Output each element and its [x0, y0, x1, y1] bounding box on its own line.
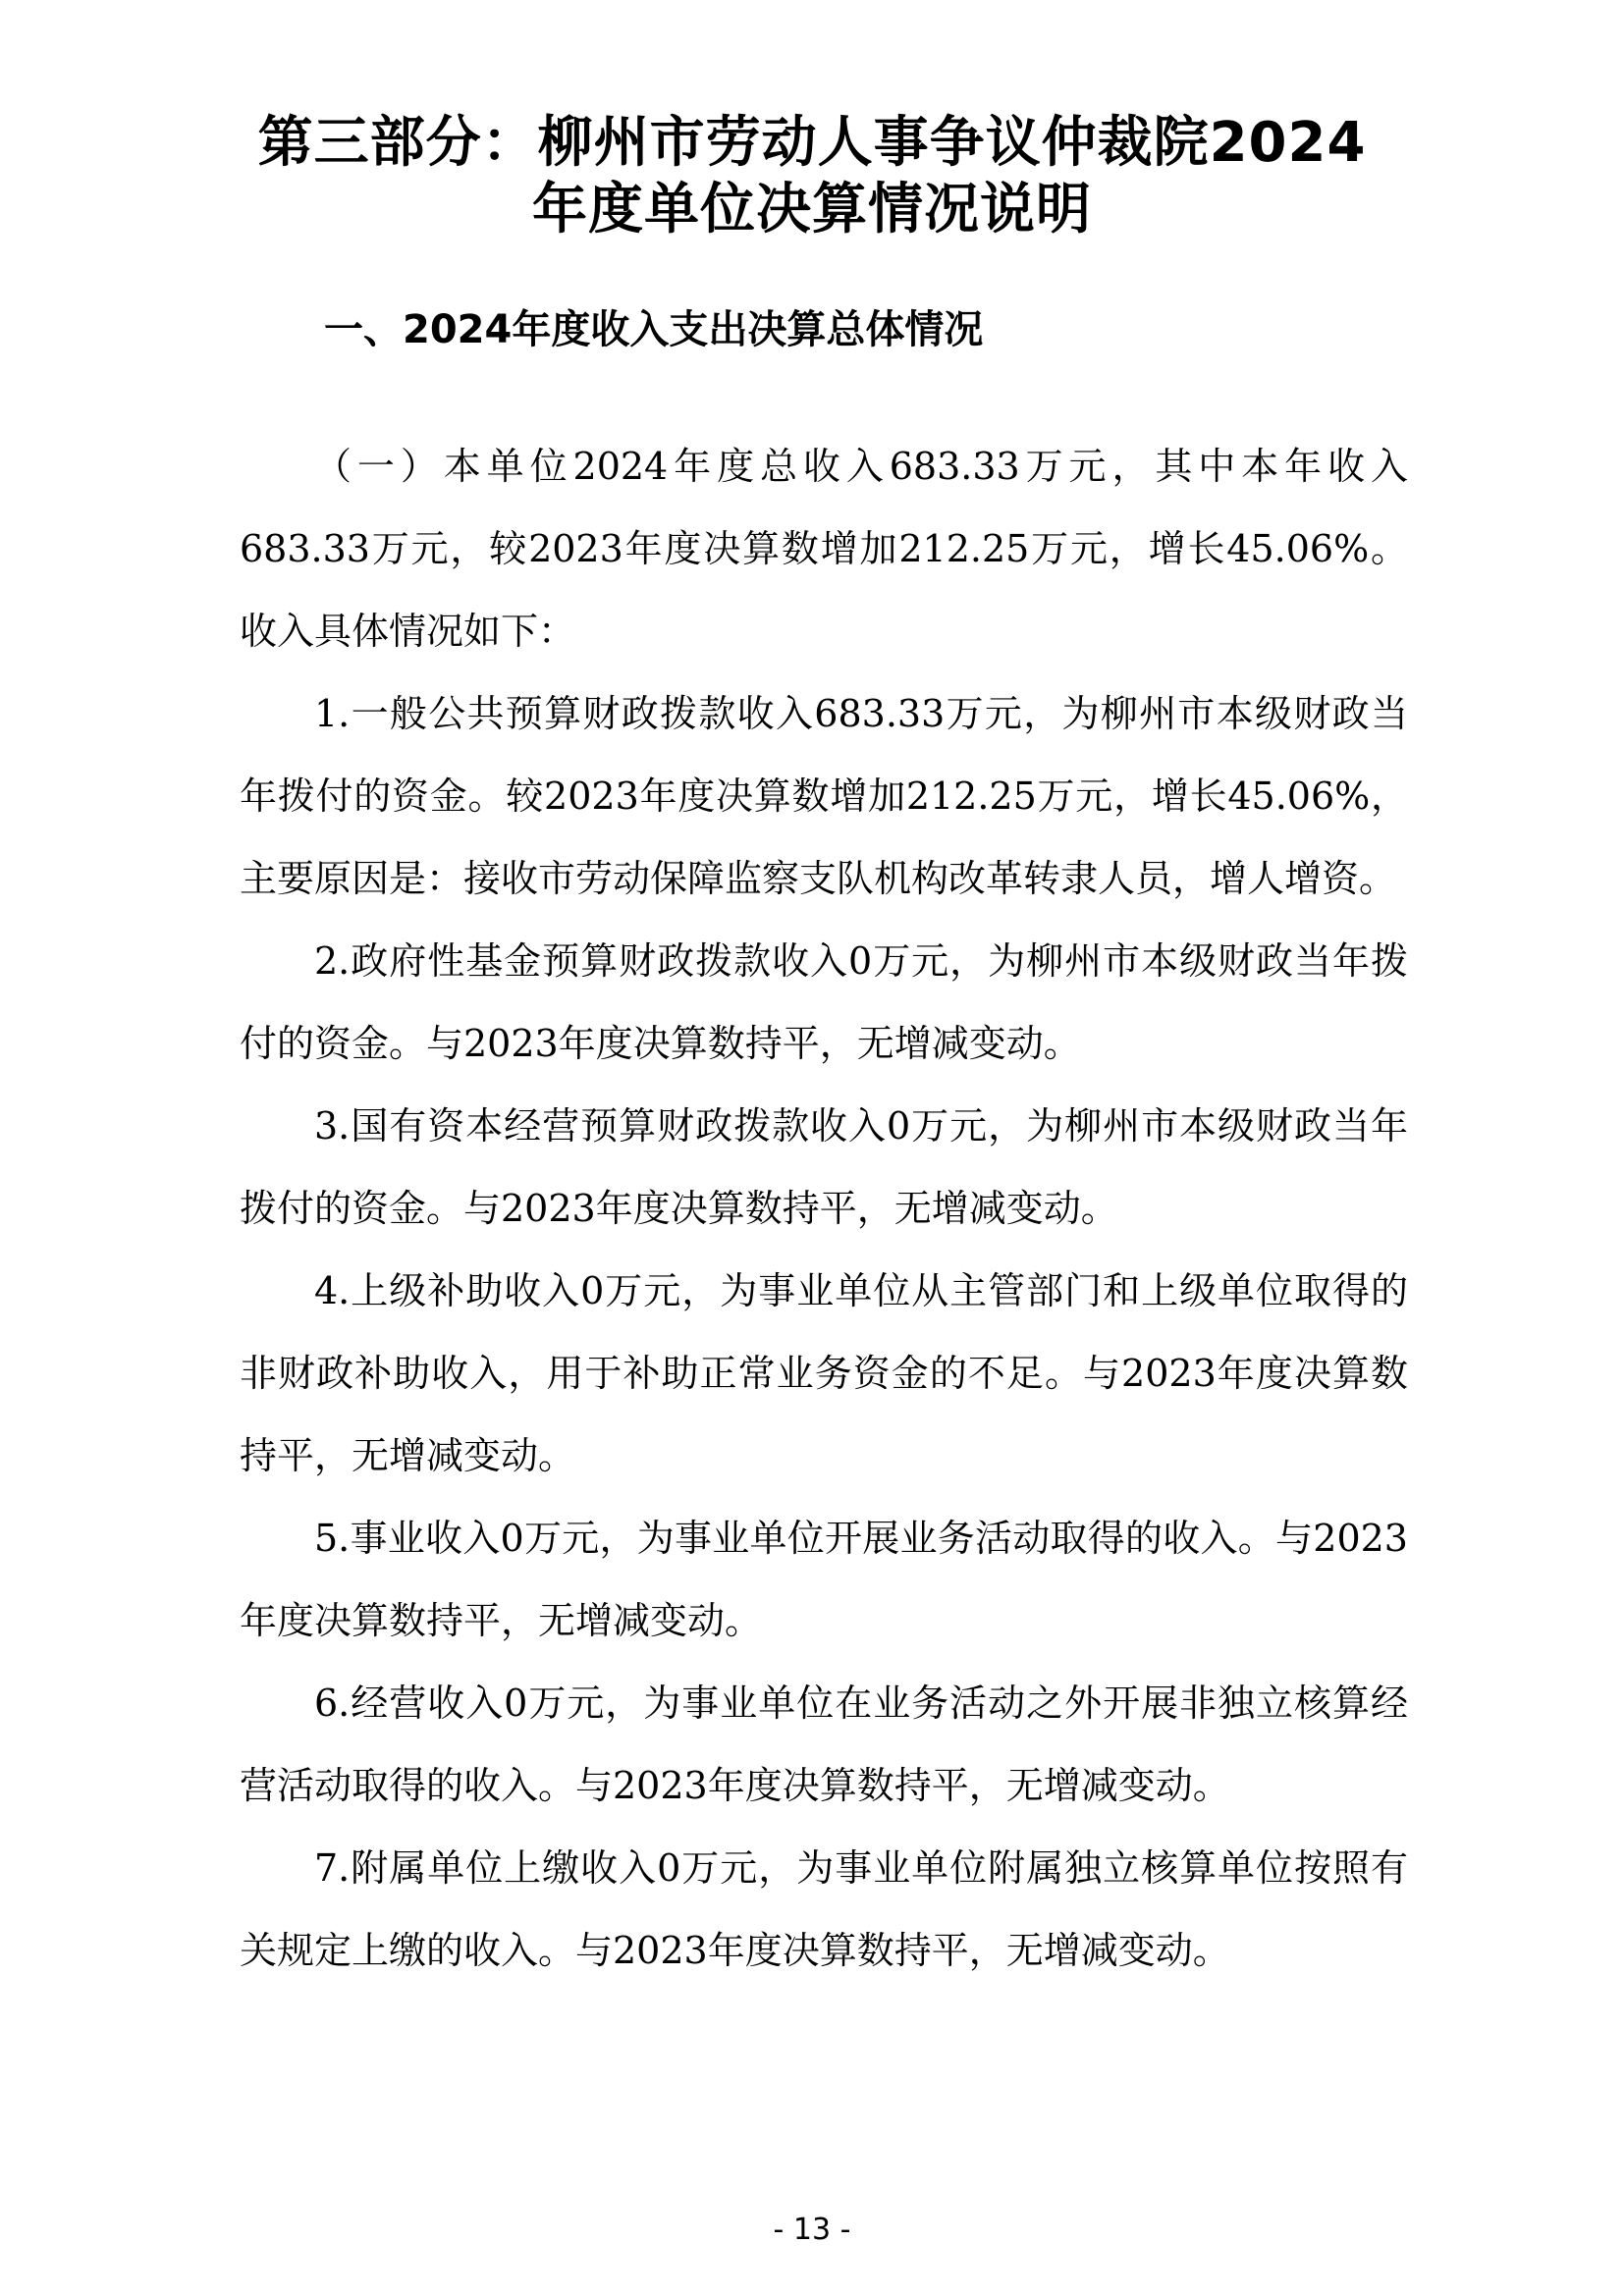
paragraph-item-2: 2.政府性基金预算财政拨款收入0万元，为柳州市本级财政当年拨付的资金。与2023年度决算数持平，无增减变动。	[240, 939, 1408, 1065]
paragraph-item-4: 4.上级补助收入0万元，为事业单位从主管部门和上级单位取得的非财政补助收入，用于补助正常业务资金的不足。与2023年度决算数持平，无增减变动。	[240, 1269, 1408, 1477]
page-title-line-2: 年度单位决算情况说明	[532, 178, 1092, 241]
paragraph-item-1: 1.一般公共预算财政拨款收入683.33万元，为柳州市本级财政当年拨付的资金。较2023年度决算数增加212.25万元，增长45.06%，主要原因是：接收市劳动保障监察支队机构改革转隶人员，增人增资。	[240, 692, 1408, 900]
paragraph-item-5: 5.事业收入0万元，为事业单位开展业务活动取得的收入。与2023年度决算数持平，无增减变动。	[240, 1517, 1408, 1642]
page-number: - 13 -	[773, 2213, 851, 2247]
section-heading: 一、2024年度收入支出决算总体情况	[324, 307, 984, 352]
page-title	[196, 110, 1428, 243]
body-text	[240, 425, 1408, 1992]
paragraph-item-6: 6.经营收入0万元，为事业单位在业务活动之外开展非独立核算经营活动取得的收入。与2023年度决算数持平，无增减变动。	[240, 1682, 1408, 1807]
page-title-line-1: 第三部分：柳州市劳动人事争议仲裁院2024	[257, 111, 1367, 175]
paragraph-item-3: 3.国有资本经营预算财政拨款收入0万元，为柳州市本级财政当年拨付的资金。与2023年度决算数持平，无增减变动。	[240, 1104, 1408, 1230]
paragraph-item-7: 7.附属单位上缴收入0万元，为事业单位附属独立核算单位按照有关规定上缴的收入。与2023年度决算数持平，无增减变动。	[240, 1846, 1408, 1972]
paragraph-summary: （一）本单位2024年度总收入683.33万元，其中本年收入683.33万元，较2023年度决算数增加212.25万元，增长45.06%。收入具体情况如下：	[240, 445, 1408, 653]
